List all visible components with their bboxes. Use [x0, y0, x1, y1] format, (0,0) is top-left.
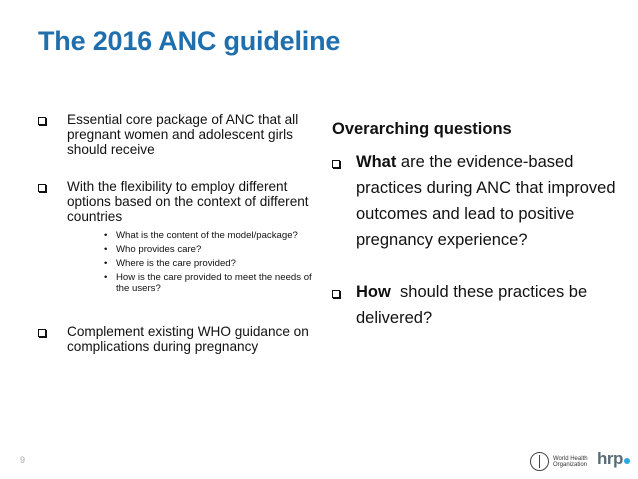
question-text: How should these practices be delivered?: [356, 283, 592, 327]
left-column: [38, 112, 316, 354]
hrp-logo: [597, 449, 630, 469]
bullet-text: Complement existing WHO guidance on complications during pregnancy: [67, 324, 309, 354]
who-logo-text: World Health Organization: [553, 455, 588, 468]
sub-bullet-item: • What is the content of the model/package?: [104, 230, 298, 241]
dot-bullet-icon: •: [104, 258, 108, 269]
sub-bullet-item: • Where is the care provided?: [104, 258, 236, 269]
dot-bullet-icon: •: [104, 230, 108, 241]
bullet-text: Essential core package of ANC that all pregnant women and adolescent girls should receive: [67, 112, 299, 157]
hrp-dot-icon: [624, 458, 630, 464]
question-text: What are the evidence-based practices during ANC that improved outcomes and lead to positive pregnancy experience?: [356, 153, 616, 249]
bullet-text: With the flexibility to employ different options based on the context of different countries: [67, 179, 309, 224]
bullet-flexibility: [38, 179, 316, 224]
sub-bullet-item: • Who provides care?: [104, 244, 202, 255]
dot-bullet-icon: •: [104, 272, 108, 283]
square-bullet-icon: [332, 160, 340, 168]
overarching-questions-heading: Overarching questions: [332, 120, 512, 138]
square-bullet-icon: [38, 184, 46, 192]
question-how: [332, 279, 617, 331]
right-column: [332, 120, 617, 331]
square-bullet-icon: [38, 117, 46, 125]
bullet-complement-guidance: [38, 324, 316, 354]
sub-bullet-item: • How is the care provided to meet the needs of the users?: [104, 272, 312, 294]
page-number: 9: [20, 455, 26, 465]
square-bullet-icon: [38, 329, 46, 337]
who-logo: [530, 452, 593, 471]
square-bullet-icon: [332, 290, 340, 298]
question-what: [332, 149, 617, 253]
bullet-core-package: [38, 112, 316, 157]
sub-bullet-list: [38, 230, 316, 294]
slide-title: The 2016 ANC guideline: [38, 26, 341, 56]
who-emblem-icon: [530, 452, 549, 471]
hrp-logo-text: hrp: [597, 449, 623, 468]
dot-bullet-icon: •: [104, 244, 108, 255]
